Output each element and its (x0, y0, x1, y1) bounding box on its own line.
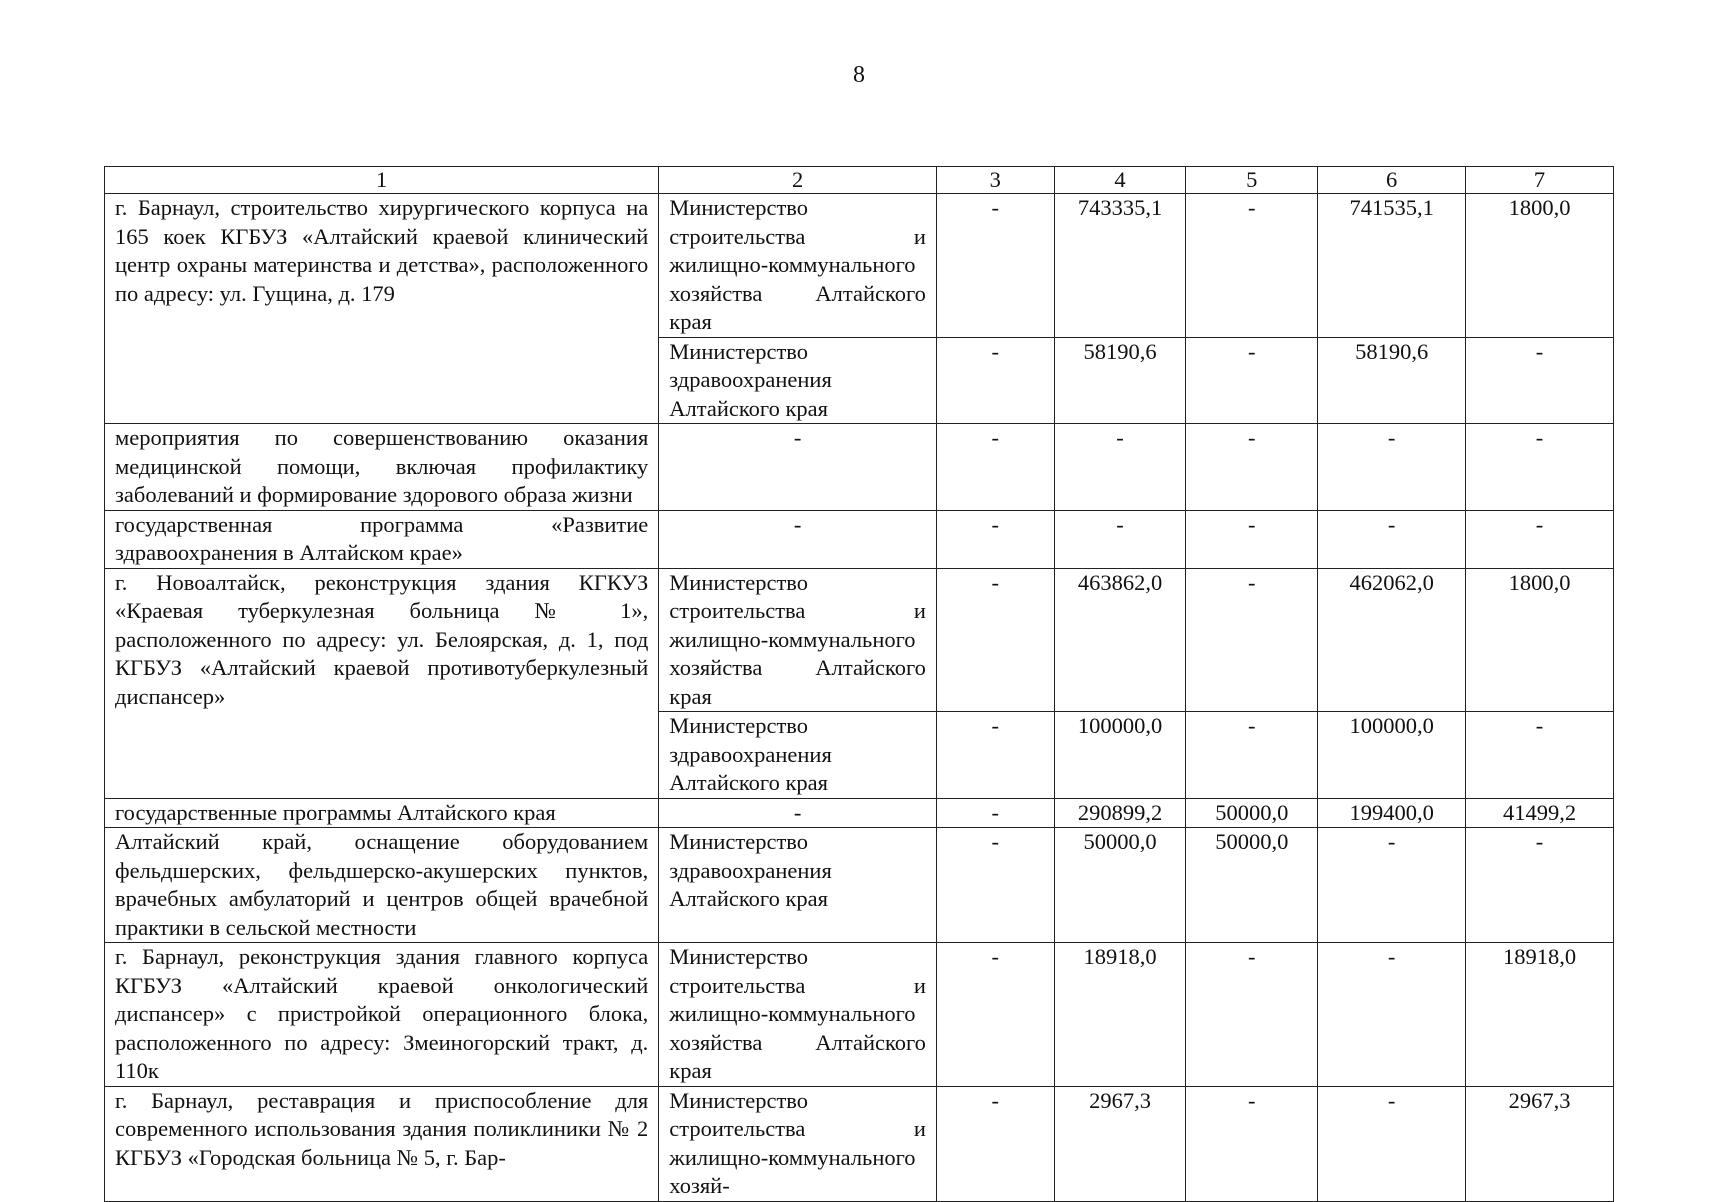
value-cell-col3: - (936, 510, 1054, 568)
budget-table (104, 166, 1614, 1202)
value-cell-col6: 199400,0 (1318, 798, 1466, 828)
value-cell-col4: 18918,0 (1054, 943, 1186, 1087)
value-cell-col3: - (936, 798, 1054, 828)
value-cell-col6: - (1318, 828, 1466, 943)
organization-cell: - (659, 424, 937, 511)
value-cell-col4: 2967,3 (1054, 1086, 1186, 1201)
column-header: 2 (659, 167, 937, 194)
value-cell-col3: - (936, 568, 1054, 712)
object-name-cell: г. Барнаул, реставрация и приспособление для современного использования здания поликлиники № 2 КГБУЗ «Городская больница № 5, г. Бар- (105, 1086, 659, 1201)
value-cell-col3: - (936, 943, 1054, 1087)
value-cell-col7: 1800,0 (1466, 568, 1614, 712)
object-name-cell: мероприятия по совершенствованию оказания медицинской помощи, включая профилактику заболеваний и формирование здорового образа жизни (105, 424, 659, 511)
value-cell-col7: 41499,2 (1466, 798, 1614, 828)
value-cell-col7: - (1466, 510, 1614, 568)
value-cell-col7: 18918,0 (1466, 943, 1614, 1087)
table-row (105, 194, 1614, 338)
value-cell-col4: 743335,1 (1054, 194, 1186, 338)
column-header: 5 (1186, 167, 1318, 194)
value-cell-col7: - (1466, 828, 1614, 943)
value-cell-col4: 58190,6 (1054, 337, 1186, 424)
value-cell-col3: - (936, 712, 1054, 799)
object-name-cell: государственные программы Алтайского края (105, 798, 659, 828)
column-header: 6 (1318, 167, 1466, 194)
value-cell-col4: 290899,2 (1054, 798, 1186, 828)
column-header: 3 (936, 167, 1054, 194)
value-cell-col3: - (936, 194, 1054, 338)
value-cell-col7: - (1466, 712, 1614, 799)
value-cell-col5: - (1186, 194, 1318, 338)
value-cell-col6: - (1318, 424, 1466, 511)
organization-cell: Министерство здравоохранения Алтайского края (659, 828, 937, 943)
value-cell-col3: - (936, 1086, 1054, 1201)
table-body (105, 167, 1614, 1202)
value-cell-col5: - (1186, 337, 1318, 424)
organization-cell: Министерство здравоохранения Алтайского края (659, 712, 937, 799)
value-cell-col6: - (1318, 510, 1466, 568)
value-cell-col5: 50000,0 (1186, 798, 1318, 828)
value-cell-col7: - (1466, 337, 1614, 424)
value-cell-col5: - (1186, 943, 1318, 1087)
value-cell-col6: 100000,0 (1318, 712, 1466, 799)
table-row (105, 568, 1614, 712)
object-name-cell: г. Барнаул, строительство хирургического корпуса на 165 коек КГБУЗ «Алтайский краевой клинический центр охраны материнства и детства», расположенного по адресу: ул. Гущина, д. 179 (105, 194, 659, 424)
column-header: 7 (1466, 167, 1614, 194)
value-cell-col3: - (936, 424, 1054, 511)
column-header: 4 (1054, 167, 1186, 194)
object-name-cell: г. Новоалтайск, реконструкция здания КГКУЗ «Краевая туберкулезная больница № 1», расположенного по адресу: ул. Белоярская, д. 1, под КГБУЗ «Алтайский краевой противотуберкулезный диспансер» (105, 568, 659, 798)
value-cell-col5: - (1186, 568, 1318, 712)
table-row (105, 798, 1614, 828)
value-cell-col5: - (1186, 424, 1318, 511)
table-row (105, 1086, 1614, 1201)
value-cell-col5: - (1186, 510, 1318, 568)
value-cell-col4: - (1054, 424, 1186, 511)
table-row (105, 424, 1614, 511)
value-cell-col6: 741535,1 (1318, 194, 1466, 338)
value-cell-col6: 462062,0 (1318, 568, 1466, 712)
object-name-cell: государственная программа «Развитие здравоохранения в Алтайском крае» (105, 510, 659, 568)
value-cell-col5: - (1186, 1086, 1318, 1201)
object-name-cell: г. Барнаул, реконструкция здания главного корпуса КГБУЗ «Алтайский краевой онкологический диспансер» с пристройкой операционного блока, расположенного по адресу: Змеиногорский тракт, д. 110к (105, 943, 659, 1087)
value-cell-col4: - (1054, 510, 1186, 568)
value-cell-col3: - (936, 337, 1054, 424)
organization-cell: Министерство строительства и жилищно-коммунального хозяйства Алтайского края (659, 568, 937, 712)
value-cell-col4: 463862,0 (1054, 568, 1186, 712)
value-cell-col6: - (1318, 943, 1466, 1087)
value-cell-col5: 50000,0 (1186, 828, 1318, 943)
value-cell-col7: 2967,3 (1466, 1086, 1614, 1201)
value-cell-col6: 58190,6 (1318, 337, 1466, 424)
organization-cell: - (659, 798, 937, 828)
column-header: 1 (105, 167, 659, 194)
organization-cell: Министерство строительства и жилищно-коммунального хозяй- (659, 1086, 937, 1201)
value-cell-col5: - (1186, 712, 1318, 799)
organization-cell: Министерство строительства и жилищно-коммунального хозяйства Алтайского края (659, 194, 937, 338)
table-row (105, 510, 1614, 568)
value-cell-col3: - (936, 828, 1054, 943)
value-cell-col4: 100000,0 (1054, 712, 1186, 799)
value-cell-col6: - (1318, 1086, 1466, 1201)
organization-cell: - (659, 510, 937, 568)
value-cell-col4: 50000,0 (1054, 828, 1186, 943)
value-cell-col7: - (1466, 424, 1614, 511)
table-row (105, 828, 1614, 943)
organization-cell: Министерство строительства и жилищно-коммунального хозяйства Алтайского края (659, 943, 937, 1087)
header-row (105, 167, 1614, 194)
value-cell-col7: 1800,0 (1466, 194, 1614, 338)
organization-cell: Министерство здравоохранения Алтайского края (659, 337, 937, 424)
page-number: 8 (853, 62, 865, 88)
table-row (105, 943, 1614, 1087)
object-name-cell: Алтайский край, оснащение оборудованием фельдшерских, фельдшерско-акушерских пунктов, врачебных амбулаторий и центров общей врачебной практики в сельской местности (105, 828, 659, 943)
